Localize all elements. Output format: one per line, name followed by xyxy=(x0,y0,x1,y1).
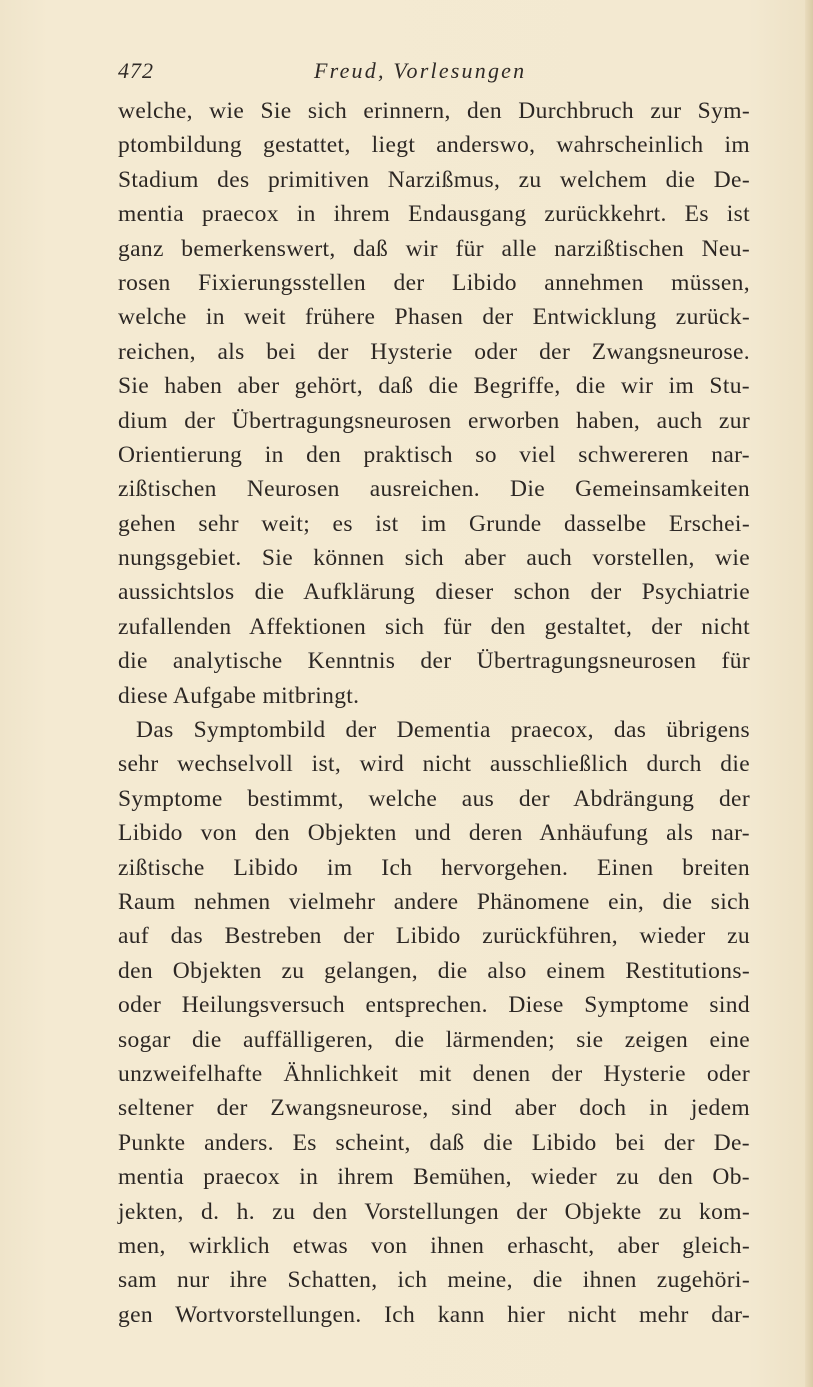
text-line: Orientierung in den praktisch so viel schwereren nar- xyxy=(118,441,750,468)
text-line: zißtischen Neurosen ausreichen. Die Gemeinsamkeiten xyxy=(118,476,750,503)
text-line: dium der Übertragungsneurosen erworben haben, auch zur xyxy=(118,407,750,434)
text-line: die analytische Kenntnis der Übertragungsneurosen für xyxy=(118,648,750,675)
page-header xyxy=(118,58,718,90)
page-edge xyxy=(805,0,813,1387)
text-line: seltener der Zwangsneurose, sind aber doch in jedem xyxy=(118,1095,750,1122)
page-number: 472 xyxy=(118,58,154,83)
text-line: ptombildung gestattet, liegt anderswo, wahrscheinlich im xyxy=(118,132,750,159)
text-line: gehen sehr weit; es ist im Grunde dasselbe Erschei- xyxy=(118,510,750,537)
text-line: Punkte anders. Es scheint, daß die Libido bei der De- xyxy=(118,1129,750,1156)
text-line: welche in weit frühere Phasen der Entwicklung zurück- xyxy=(118,304,750,331)
text-line: unzweifelhafte Ähnlichkeit mit denen der Hysterie oder xyxy=(118,1060,750,1087)
text-line: diese Aufgabe mitbringt. xyxy=(118,682,360,709)
text-line: reichen, als bei der Hysterie oder der Zwangsneurose. xyxy=(118,338,750,365)
body-text xyxy=(118,94,750,1332)
text-line: Symptome bestimmt, welche aus der Abdrängung der xyxy=(118,785,750,812)
running-head: Freud, Vorlesungen xyxy=(314,58,527,83)
text-line: auf das Bestreben der Libido zurückführen, wieder zu xyxy=(118,923,750,950)
text-line: oder Heilungsversuch entsprechen. Diese Symptome sind xyxy=(118,992,750,1019)
text-line: rosen Fixierungsstellen der Libido annehmen müssen, xyxy=(118,269,750,296)
text-line: zufallenden Affektionen sich für den gestaltet, der nicht xyxy=(118,613,750,640)
text-line: gen Wortvorstellungen. Ich kann hier nicht mehr dar- xyxy=(118,1301,750,1328)
text-line: Raum nehmen vielmehr andere Phänomene ein, die sich xyxy=(118,888,750,915)
text-line: Libido von den Objekten und deren Anhäufung als nar- xyxy=(118,820,750,847)
text-line: mentia praecox in ihrem Bemühen, wieder zu den Ob- xyxy=(118,1164,750,1191)
text-line: men, wirklich etwas von ihnen erhascht, aber gleich- xyxy=(118,1232,750,1259)
text-line: den Objekten zu gelangen, die also einem Restitutions- xyxy=(118,957,750,984)
text-line: ganz bemerkenswert, daß wir für alle narzißtischen Neu- xyxy=(118,235,750,262)
text-line: sogar die auffälligeren, die lärmenden; sie zeigen eine xyxy=(118,1026,750,1053)
text-line: welche, wie Sie sich erinnern, den Durchbruch zur Sym- xyxy=(118,98,750,124)
text-line: aussichtslos die Aufklärung dieser schon der Psychiatrie xyxy=(118,579,750,606)
text-line: sam nur ihre Schatten, ich meine, die ihnen zugehöri- xyxy=(118,1267,750,1294)
text-line: nungsgebiet. Sie können sich aber auch vorstellen, wie xyxy=(118,545,750,572)
paragraph-1 xyxy=(118,94,750,713)
text-line: zißtische Libido im Ich hervorgehen. Einen breiten xyxy=(118,854,750,881)
text-line: Sie haben aber gehört, daß die Begriffe, die wir im Stu- xyxy=(118,373,750,400)
paragraph-2 xyxy=(118,713,750,1332)
text-line: mentia praecox in ihrem Endausgang zurückkehrt. Es ist xyxy=(118,201,750,228)
text-line: Stadium des primitiven Narzißmus, zu welchem die De- xyxy=(118,166,750,193)
text-line: jekten, d. h. zu den Vorstellungen der Objekte zu kom- xyxy=(118,1198,750,1225)
text-line: Das Symptombild der Dementia praecox, das übrigens xyxy=(136,717,750,744)
text-line: sehr wechselvoll ist, wird nicht ausschließlich durch die xyxy=(118,751,750,778)
